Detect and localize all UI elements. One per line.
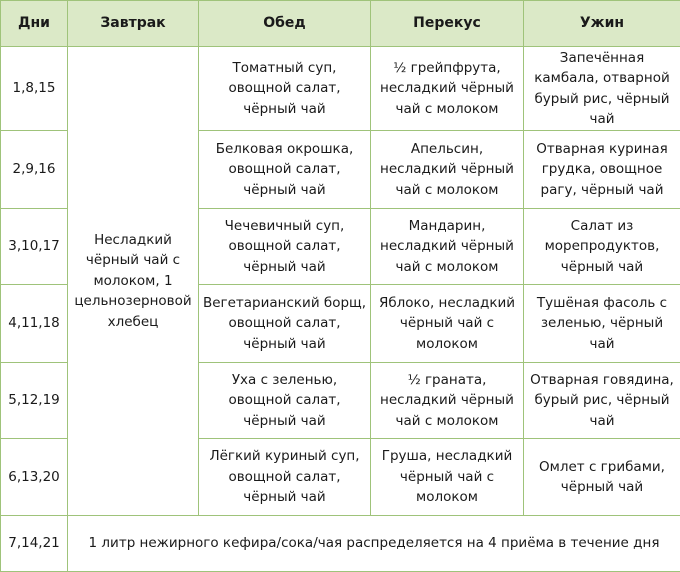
dinner-cell: Тушёная фасоль с зеленью, чёрный чай [524,285,680,363]
days-cell: 2,9,16 [1,131,68,209]
header-snack: Перекус [371,1,524,47]
header-breakfast: Завтрак [68,1,199,47]
lunch-cell: Томатный суп, овощной салат, чёрный чай [199,47,371,131]
snack-cell: ½ граната, несладкий чёрный чай с молоком [371,363,524,439]
table-row-kefir-day [1,516,680,572]
header-dinner: Ужин [524,1,680,47]
breakfast-cell: Несладкий чёрный чай с молоком, 1 цельнозерновой хлебец [68,47,199,516]
lunch-cell: Лёгкий куриный суп, овощной салат, чёрный чай [199,439,371,516]
dinner-cell: Салат из морепродуктов, чёрный чай [524,209,680,285]
kefir-day-cell: 1 литр нежирного кефира/сока/чая распределяется на 4 приёма в течение дня [68,516,680,572]
days-cell: 3,10,17 [1,209,68,285]
snack-cell: ½ грейпфрута, несладкий чёрный чай с молоком [371,47,524,131]
table-row [1,47,680,131]
days-cell: 7,14,21 [1,516,68,572]
snack-cell: Яблоко, несладкий чёрный чай с молоком [371,285,524,363]
days-cell: 1,8,15 [1,47,68,131]
days-cell: 4,11,18 [1,285,68,363]
snack-cell: Груша, несладкий чёрный чай с молоком [371,439,524,516]
lunch-cell: Вегетарианский борщ, овощной салат, чёрный чай [199,285,371,363]
header-days: Дни [1,1,68,47]
dinner-cell: Отварная куриная грудка, овощное рагу, чёрный чай [524,131,680,209]
dinner-cell: Отварная говядина, бурый рис, чёрный чай [524,363,680,439]
dinner-cell: Омлет с грибами, чёрный чай [524,439,680,516]
lunch-cell: Белковая окрошка, овощной салат, чёрный чай [199,131,371,209]
header-row [1,1,680,47]
days-cell: 5,12,19 [1,363,68,439]
snack-cell: Апельсин, несладкий чёрный чай с молоком [371,131,524,209]
dinner-cell: Запечённая камбала, отварной бурый рис, чёрный чай [524,47,680,131]
lunch-cell: Уха с зеленью, овощной салат, чёрный чай [199,363,371,439]
snack-cell: Мандарин, несладкий чёрный чай с молоком [371,209,524,285]
header-lunch: Обед [199,1,371,47]
days-cell: 6,13,20 [1,439,68,516]
lunch-cell: Чечевичный суп, овощной салат, чёрный чай [199,209,371,285]
